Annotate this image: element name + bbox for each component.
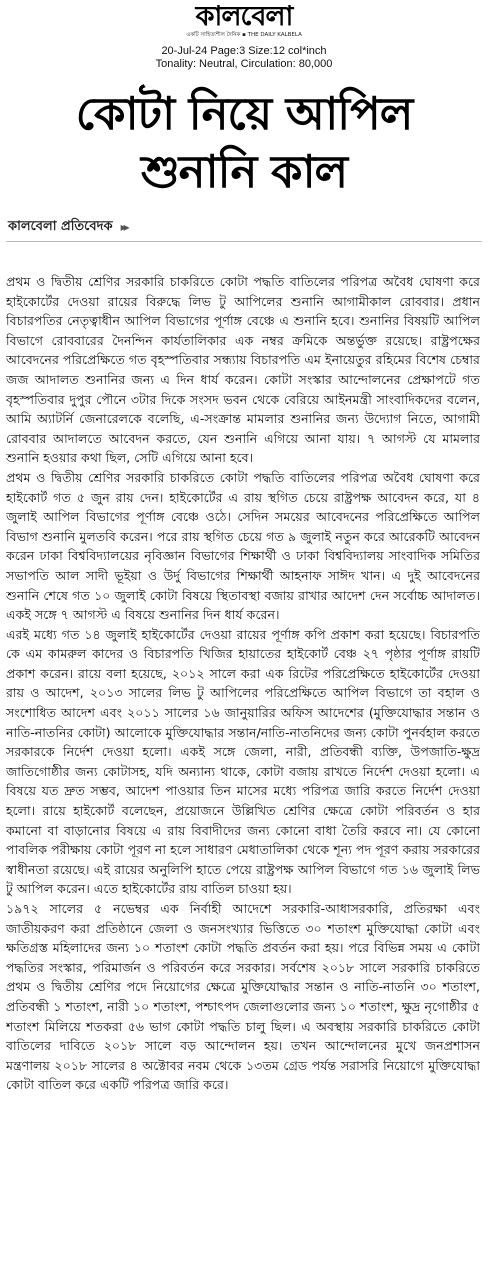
clipping-tonality-circulation: Tonality: Neutral, Circulation: 80,000 — [155, 58, 333, 70]
clipping-date-page-size: 20-Jul-24 Page:3 Size:12 col*inch — [161, 45, 327, 57]
double-arrow-icon: ▸▸ — [120, 220, 127, 234]
headline-line-1: কোটা নিয়ে আপিল — [75, 87, 413, 140]
byline — [8, 217, 488, 237]
byline-divider — [6, 241, 482, 242]
article-paragraph: প্রথম ও দ্বিতীয় শ্রেণির সরকারি চাকরিতে কোটা পদ্ধতি বাতিলের পরিপত্র অবৈধ ঘোষণা করে হাইকোর্ট গত ৫ জুন রায় দেন। হাইকোর্টের এ রায় স্থগিত চেয়ে রাষ্ট্রপক্ষ আবেদন করে, যা ৪ জুলাই আপিল বিভাগের পূর্ণাঙ্গ বেঞ্চে ওঠে। সেদিন সময়ের আবেদনের পরিপ্রেক্ষিতে আপিল বিভাগ শুনানি মুলতবি করেন। পরে রায় স্থগিত চেয়ে গত ৯ জুলাই নতুন করে আরেকটি আবেদন করেন ঢাকা বিশ্ববিদ্যালয়ের নৃবিজ্ঞান বিভাগের শিক্ষার্থী ও ঢাকা বিশ্ববিদ্যালয় সাংবাদিক সমিতির সভাপতি আল সাদী ভূইয়া ও উর্দু বিভাগের শিক্ষার্থী আহনাফ সাঈদ খান। এ দুই আবেদনের শুনানি শেষে গত ১০ জুলাই কোটা বিষয়ে স্থিতাবস্থা বজায় রাখার আদেশ দেন সর্বোচ্চ আদালত। একই সঙ্গে ৭ আগস্ট এ বিষয়ে শুনানির দিন ধার্য করেন। — [6, 469, 480, 623]
article-body — [6, 272, 480, 1264]
byline-reporter: কালবেলা প্রতিবেদক — [8, 218, 113, 234]
article-paragraph: প্রথম ও দ্বিতীয় শ্রেণির সরকারি চাকরিতে কোটা পদ্ধতি বাতিলের পরিপত্র অবৈধ ঘোষণা করে হাইকোর্টের দেওয়া রায়ের বিরুদ্ধে লিভ টু আপিলের শুনানি আগামীকাল রোববার। প্রধান বিচারপতির নেতৃত্বাধীন আপিল বিভাগের পূর্ণাঙ্গ বেঞ্চে এ শুনানি হবে। শুনানির বিষয়টি আপিল বিভাগে রোববারের দৈনন্দিন কার্যতালিকার এক নম্বর ক্রমিকে অন্তর্ভুক্ত রয়েছে। রাষ্ট্রপক্ষের আবেদনের পরিপ্রেক্ষিতে গত বৃহস্পতিবার সন্ধ্যায় বিচারপতি এম ইনায়েতুর রহিমের বিশেষ চেম্বার জজ আদালত শুনানির জন্য এ দিন ধার্য করেন। কোটা সংস্কার আন্দোলনের প্রেক্ষাপটে গত বৃহস্পতিবার দুপুর পৌনে ৩টার দিকে সংসদ ভবন থেকে বেরিয়ে আইনমন্ত্রী সাংবাদিকদের বলেন, আমি অ্যাটর্নি জেনারেলকে বলেছি, এ-সংক্রান্ত মামলার শুনানির জন্য উদ্যোগ নিতে, আগামী রোববার আদালতে আবেদন করতে, যেন শুনানি এগিয়ে আনা যায়। ৭ আগস্ট যে মামলার শুনানি হওয়ার কথা ছিল, সেটি এগিয়ে আনা হবে। — [6, 274, 480, 466]
clipping-meta — [0, 45, 488, 71]
headline-line-2: শুনানি কাল — [140, 145, 348, 198]
masthead — [0, 0, 488, 39]
newspaper-logo: কালবেলা — [195, 1, 293, 32]
article-paragraph: ১৯৭২ সালের ৫ নভেম্বর এক নির্বাহী আদেশে সরকারি-আধাসরকারি, প্রতিরক্ষা এবং জাতীয়করণ করা প্রতিষ্ঠানে জেলা ও জনসংখ্যার ভিত্তিতে ৩০ শতাংশ মুক্তিযোদ্ধা কোটা এবং ক্ষতিগ্রস্ত মহিলাদের জন্য ১০ শতাংশ কোটা পদ্ধতি প্রবর্তন করা হয়। পরে বিভিন্ন সময় এ কোটা পদ্ধতির সংস্কার, পরিমার্জন ও পরিবর্তন করে সরকার। সর্বশেষ ২০১৮ সালে সরকারি চাকরিতে প্রথম ও দ্বিতীয় শ্রেণির পদে নিয়োগের ক্ষেত্রে মুক্তিযোদ্ধার সন্তান ও নাতি-নাতনি ৩০ শতাংশ, প্রতিবন্ধী ১ শতাংশ, নারী ১০ শতাংশ, পশ্চাৎপদ জেলাগুলোর জন্য ১০ শতাংশ, ক্ষুদ্র নৃগোষ্ঠীর ৫ শতাংশ মিলিয়ে শতকরা ৫৬ ভাগ কোটা পদ্ধতি চালু ছিল। এ অবস্থায় সরকারি চাকরিতে কোটা বাতিলের দাবিতে ২০১৮ সালে বড় আন্দোলন হয়। তখন আন্দোলনের মুখে জনপ্রশাসন মন্ত্রণালয় ২০১৮ সালের ৪ অক্টোবর নবম থেকে ১৩তম গ্রেড পর্যন্ত সরাসরি নিয়োগে মুক্তিযোদ্ধা কোটা বাতিল করে একটি পরিপত্র জারি করে। — [6, 901, 480, 1093]
article-paragraph: এরই মধ্যে গত ১৪ জুলাই হাইকোর্টের দেওয়া রায়ের পূর্ণাঙ্গ কপি প্রকাশ করা হয়েছে। বিচারপতি কে এম কামরুল কাদের ও বিচারপতি খিজির হায়াতের হাইকোর্ট বেঞ্চ ২৭ পৃষ্ঠার পূর্ণাঙ্গ রায়টি প্রকাশ করেন। রায়ে বলা হয়েছে, ২০১২ সালে করা এক রিটের পরিপ্রেক্ষিতে হাইকোর্টের দেওয়া রায় ও আদেশ, ২০১৩ সালের লিভ টু আপিলের পরিপ্রেক্ষিতে আপিল বিভাগে তা বহাল ও সংশোধিত আদেশ এবং ২০১১ সালের ১৬ জানুয়ারির অফিস আদেশের (মুক্তিযোদ্ধার সন্তান ও নাতি-নাতনির কোটা) আলোকে মুক্তিযোদ্ধার সন্তান/নাতি-নাতনিদের জন্য কোটা পুনর্বহাল করতে সরকারকে নির্দেশ দেওয়া হলো। একই সঙ্গে জেলা, নারী, প্রতিবন্ধী ব্যক্তি, উপজাতি-ক্ষুদ্র জাতিগোষ্ঠীর জন্য কোটাসহ, যদি অন্যান্য থাকে, কোটা বজায় রাখতে নির্দেশ দেওয়া হলো। এ বিষয়ে যত দ্রুত সম্ভব, আদেশ পাওয়ার তিন মাসের মধ্যে পরিপত্র জারি করতে নির্দেশ দেওয়া হলো। রায়ে হাইকোর্ট বলেছেন, প্রয়োজনে উল্লিখিত শ্রেণির ক্ষেত্রে কোটা পরিবর্তন ও হার কমানো বা বাড়ানোর বিষয়ে এ রায় বিবাদীদের জন্য কোনো বাধা তৈরি করবে না। যে কোনো পাবলিক পরীক্ষায় কোটা পূরণ না হলে সাধারণ মেধাতালিকা থেকে শূন্য পদ পূরণ করায় সরকারের স্বাধীনতা রয়েছে। এই রায়ের অনুলিপি হাতে পেয়ে রাষ্ট্রপক্ষ আপিল বিভাগে গত ১৬ জুলাই লিভ টু আপিল করেন। এতে হাইকোর্টের রায় বাতিল চাওয়া হয়। — [6, 626, 480, 897]
article-headline — [0, 85, 488, 201]
newspaper-tagline: একটি সাহিত্যশীল দৈনিক ▪ THE DAILY KALBELA — [186, 32, 302, 38]
